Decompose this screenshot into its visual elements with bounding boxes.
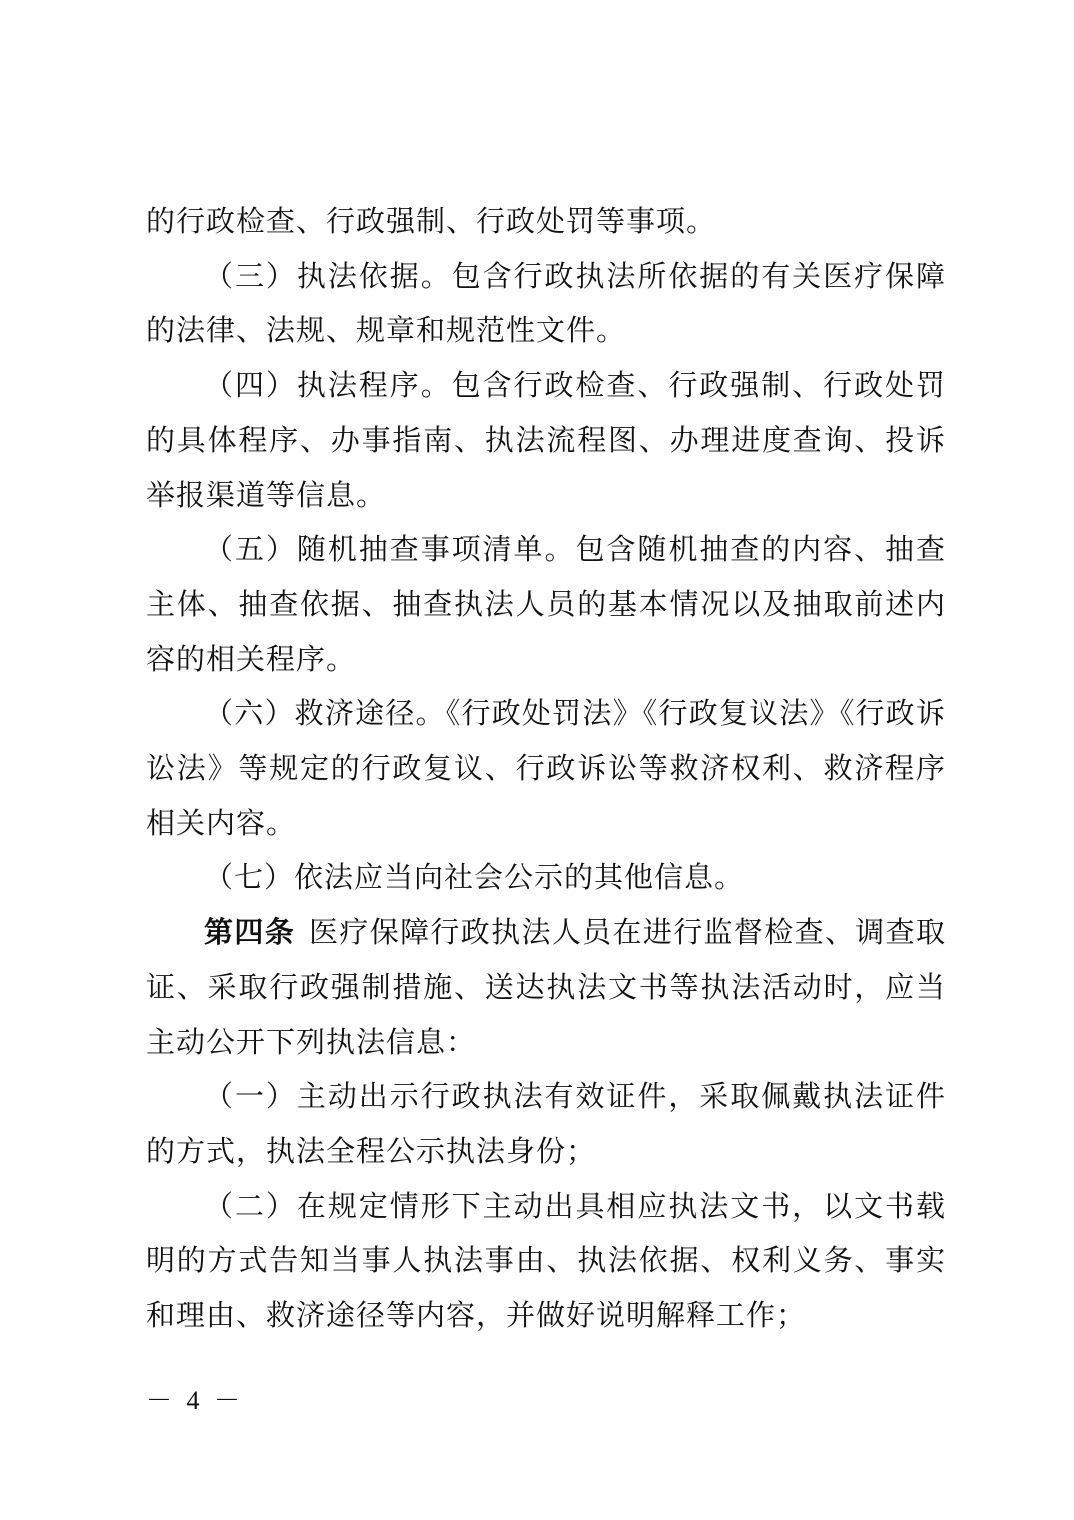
paragraph-item-4: （四）执法程序。包含行政检查、行政强制、行政处罚的具体程序、办事指南、执法流程图、办理进度查询、投诉举报渠道等信息。 — [146, 368, 946, 512]
paragraph-item-6: （六）救济途径。《行政处罚法》《行政复议法》《行政诉讼法》等规定的行政复议、行政诉讼等救济权利、救济程序相关内容。 — [146, 696, 946, 840]
document-body — [146, 194, 946, 1343]
paragraph-continuation: 的行政检查、行政强制、行政处罚等事项。 — [146, 204, 717, 238]
article-4-heading: 第四条 — [204, 915, 296, 950]
paragraph-sub-item-2: （二）在规定情形下主动出具相应执法文书，以文书载明的方式告知当事人执法事由、执法依据、权利义务、事实和理由、救济途径等内容，并做好说明解释工作； — [146, 1188, 946, 1333]
page-number: － 4 － — [146, 1386, 245, 1415]
paragraph-item-7: （七）依法应当向社会公示的其他信息。 — [204, 860, 745, 895]
paragraph-sub-item-1: （一）主动出示行政执法有效证件，采取佩戴执法证件的方式，执法全程公示执法身份； — [146, 1079, 946, 1168]
article-4-text: 医疗保障行政执法人员在进行监督检查、调查取证、采取行政强制措施、送达执法文书等执法活动时，应当主动公开下列执法信息： — [146, 915, 946, 1059]
paragraph-item-3: （三）执法依据。包含行政执法所依据的有关医疗保障的法律、法规、规章和规范性文件。 — [146, 258, 946, 348]
paragraph-item-5: （五）随机抽查事项清单。包含随机抽查的内容、抽查主体、抽查依据、抽查执法人员的基本情况以及抽取前述内容的相关程序。 — [146, 532, 946, 676]
paragraph-article-4 — [146, 905, 946, 1069]
